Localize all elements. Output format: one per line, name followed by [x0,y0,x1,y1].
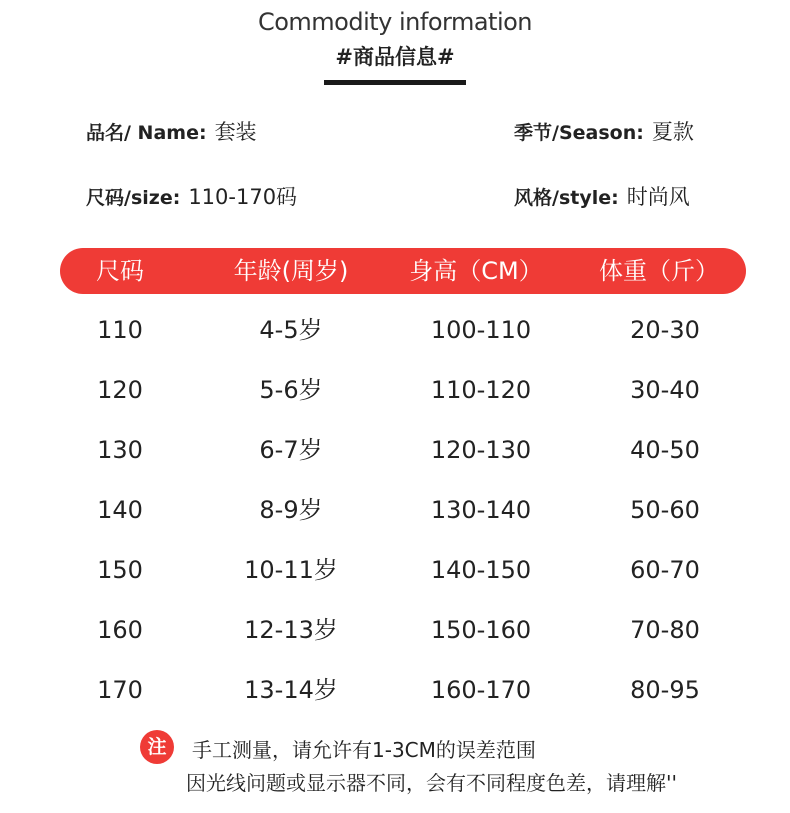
cell-height: 110-120 [430,376,532,404]
cell-weight: 20-30 [630,316,700,344]
size-table-header-cells [0,248,790,294]
cell-age: 13-14岁 [244,676,338,704]
column-header-height: 身高（CM） [409,257,543,285]
table-row [0,490,790,530]
cell-size: 140 [97,496,143,524]
cell-height: 120-130 [430,436,532,464]
cell-size: 170 [97,676,143,704]
note-badge: 注 [140,730,174,764]
cell-size: 160 [97,616,143,644]
table-row [0,430,790,470]
cell-weight: 30-40 [630,376,700,404]
table-row [0,610,790,650]
title-chinese: #商品信息# [335,45,455,69]
table-row [0,550,790,590]
table-row [0,370,790,410]
cell-weight: 60-70 [630,556,700,584]
info-season-label: 季节/Season: [514,122,644,144]
info-season-value: 夏款 [651,120,694,144]
cell-height: 100-110 [430,316,532,344]
cell-height: 130-140 [430,496,532,524]
cell-age: 4-5岁 [259,316,323,344]
column-header-weight: 体重（斤） [599,257,719,285]
info-name-value: 套装 [214,120,257,144]
info-size-label: 尺码/size: [86,187,181,209]
info-name [86,116,257,146]
info-style [514,181,690,211]
cell-size: 150 [97,556,143,584]
title-english: Commodity information [257,8,533,36]
cell-height: 140-150 [430,556,532,584]
info-size-value: 110-170码 [188,185,298,209]
note-line-1: 手工测量，请允许有1-3CM的误差范围 [192,738,536,762]
column-header-age: 年龄(周岁) [233,257,349,285]
cell-age: 12-13岁 [244,616,338,644]
cell-weight: 40-50 [630,436,700,464]
cell-age: 5-6岁 [259,376,323,404]
cell-height: 160-170 [430,676,532,704]
info-name-label: 品名/ Name: [86,122,207,144]
cell-size: 130 [97,436,143,464]
cell-size: 110 [97,316,143,344]
info-style-label: 风格/style: [514,187,619,209]
cell-weight: 70-80 [630,616,700,644]
info-size [86,181,297,211]
table-row [0,310,790,350]
cell-age: 8-9岁 [259,496,323,524]
title-underline [324,80,466,85]
table-row [0,670,790,710]
cell-age: 10-11岁 [244,556,338,584]
cell-weight: 50-60 [630,496,700,524]
cell-height: 150-160 [430,616,532,644]
cell-size: 120 [97,376,143,404]
info-style-value: 时尚风 [626,185,690,209]
cell-age: 6-7岁 [259,436,323,464]
column-header-size: 尺码 [96,257,144,285]
info-season [514,116,694,146]
note-line-2: 因光线问题或显示器不同，会有不同程度色差，请理解'' [186,771,677,795]
cell-weight: 80-95 [630,676,700,704]
